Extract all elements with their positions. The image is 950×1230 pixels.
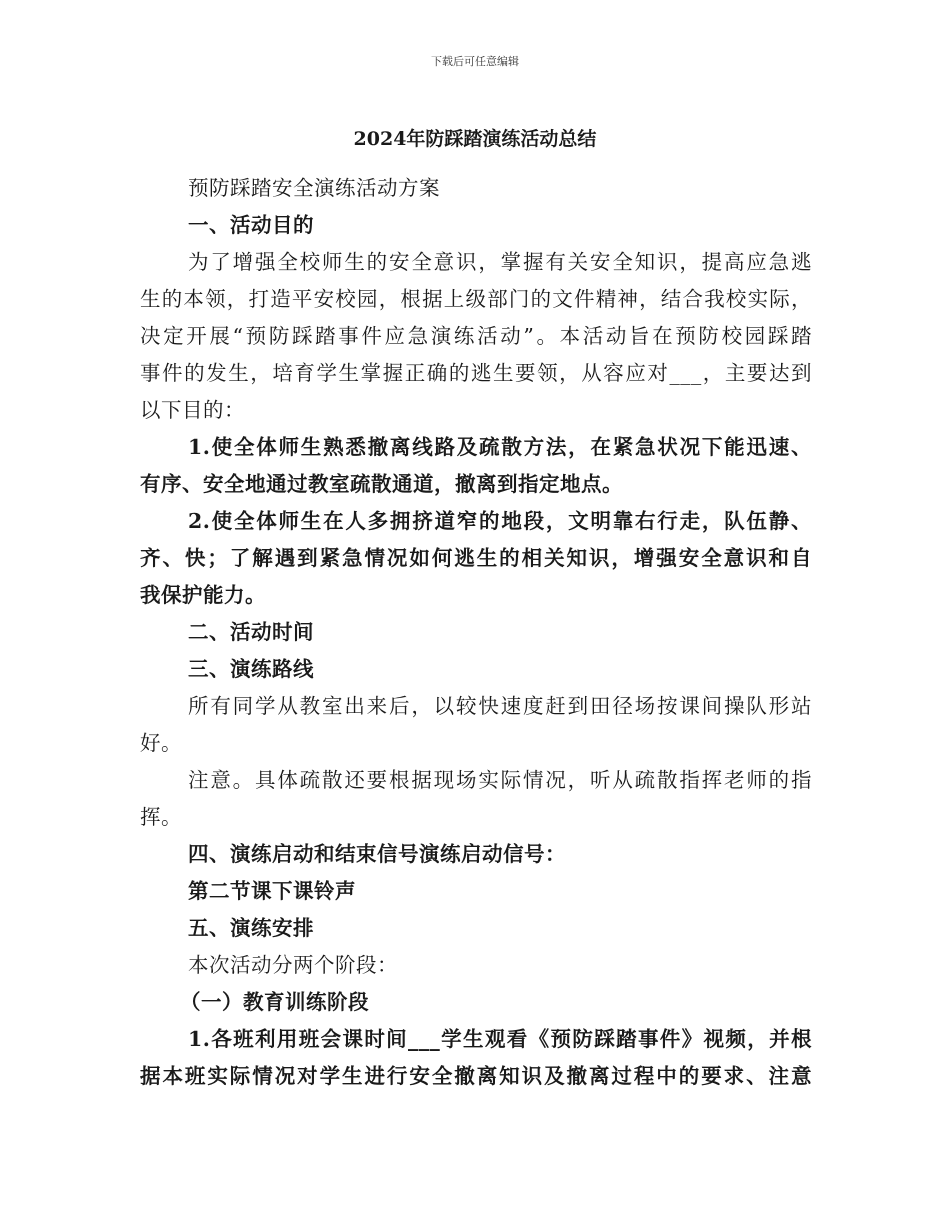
- document-title: 2024年防踩踏演练活动总结: [353, 128, 597, 150]
- section-heading-purpose: 一、活动目的: [188, 213, 314, 237]
- header-note: 下载后可任意编辑: [431, 55, 519, 68]
- list-item-line: 1.各班利用班会课时间___学生观看《预防踩踏事件》视频，并根: [188, 1027, 812, 1051]
- section-heading-signal: 四、演练启动和结束信号演练启动信号：: [188, 842, 566, 866]
- list-item-line: 我保护能力。: [140, 583, 266, 607]
- list-item-line: 有序、安全地通过教室疏散通道，撤离到指定地点。: [140, 472, 623, 496]
- list-item-line: 1.使全体师生熟悉撤离线路及疏散方法，在紧急状况下能迅速、: [188, 435, 812, 459]
- paragraph-line: 决定开展“预防踩踏事件应急演练活动”。本活动旨在预防校园踩踏: [140, 324, 812, 348]
- paragraph-line: 注意。具体疏散还要根据现场实际情况，听从疏散指挥老师的指: [188, 768, 812, 792]
- paragraph-line: 本次活动分两个阶段：: [188, 953, 398, 977]
- subtitle-line: 预防踩踏安全演练活动方案: [188, 176, 440, 200]
- list-item-line: 据本班实际情况对学生进行安全撤离知识及撤离过程中的要求、注意: [140, 1064, 812, 1088]
- paragraph-line: 好。: [140, 731, 182, 755]
- section-heading-arrangement: 五、演练安排: [188, 916, 314, 940]
- subsection-heading: （一）教育训练阶段: [180, 990, 369, 1014]
- section-heading-route: 三、演练路线: [188, 657, 314, 681]
- list-item-line: 齐、快；了解遇到紧急情况如何逃生的相关知识，增强安全意识和自: [140, 546, 812, 570]
- paragraph-line: 事件的发生，培育学生掌握正确的逃生要领，从容应对___，主要达到: [140, 361, 812, 385]
- paragraph-line: 所有同学从教室出来后，以较快速度赶到田径场按课间操队形站: [188, 694, 812, 718]
- paragraph-line: 为了增强全校师生的安全意识，掌握有关安全知识，提高应急逃: [188, 250, 812, 274]
- document-body: [140, 170, 812, 1095]
- section-heading-time: 二、活动时间: [188, 620, 314, 644]
- paragraph-line: 挥。: [140, 805, 182, 829]
- signal-line: 第二节课下课铃声: [188, 879, 356, 903]
- list-item-line: 2.使全体师生在人多拥挤道窄的地段，文明靠右行走，队伍静、: [188, 509, 812, 533]
- paragraph-line: 生的本领，打造平安校园，根据上级部门的文件精神，结合我校实际，: [140, 287, 812, 311]
- paragraph-line: 以下目的：: [140, 398, 245, 422]
